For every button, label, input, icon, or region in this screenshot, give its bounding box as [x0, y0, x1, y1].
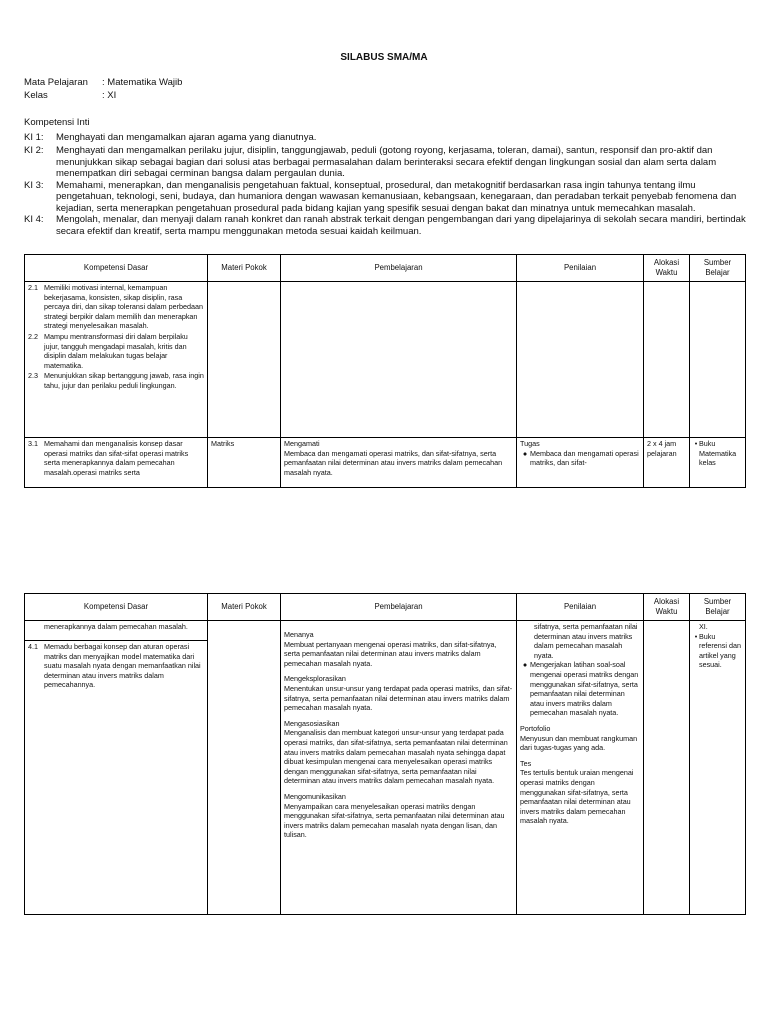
pembelajaran-cell — [281, 282, 517, 438]
activity-title: Mengeksplorasikan — [284, 674, 346, 684]
syllabus-table-1 — [24, 254, 746, 488]
subject-label: Mata Pelajaran — [24, 77, 88, 88]
header-kd: Kompetensi Dasar — [25, 594, 208, 621]
table-header-row — [25, 594, 746, 621]
kd-item — [28, 642, 204, 690]
kd-text: Memadu berbagai konsep dan aturan operasi matriks dan menyajikan model matematika dari suatu masalah nyata dengan memanfaatkan nilai determinan atau invers matriks dalam pemecahannya. — [44, 642, 201, 690]
activity-title: Mengasosiasikan — [284, 718, 340, 728]
table-row — [25, 621, 746, 641]
header-materi: Materi Pokok — [208, 255, 281, 282]
document-title: SILABUS SMA/MA — [340, 52, 428, 63]
activity-title: Mengamati — [284, 439, 320, 448]
ki-item-2 — [24, 145, 749, 180]
ki-item-3 — [24, 180, 749, 215]
assessment-text: Tes tertulis bentuk uraian mengenai operasi matriks dengan menggunakan sifat-sifatnya, serta pemanfaatan nilai determinan atau invers matriks dalam pemecahan masalah nyata. — [520, 768, 634, 826]
kd-text: Memahami dan menganalisis konsep dasar operasi matriks dan sifat-sifat operasi matriks serta menerapkannya dalam pemecahan masalah.operasi matriks serta — [44, 439, 189, 477]
kd-item — [28, 283, 204, 331]
kd-continued-text: menerapkannya dalam pemecahan masalah. — [44, 622, 188, 631]
header-penilaian: Penilaian — [517, 255, 644, 282]
assessment-continued-text: sifatnya, serta pemanfaatan nilai determinan atau invers matriks dalam pemecahan masalah nyata. — [534, 622, 638, 660]
kd-item — [28, 332, 204, 370]
activity-text: Menyampaikan cara menyelesaikan operasi matriks dengan menggunakan sifat-sifatnya, serta pemanfaatan nilai determinan atau invers matriks dalam pemecahan masalah nyata dengan lisan, dan tulisan. — [284, 801, 505, 840]
subject-value: : Matematika Wajib — [102, 77, 183, 88]
header-materi: Materi Pokok — [208, 594, 281, 621]
bullet-icon: • — [694, 631, 698, 641]
assessment-bullet — [520, 660, 640, 718]
header-kd: Kompetensi Dasar — [25, 255, 208, 282]
assessment-bullet-text: Mengerjakan latihan soal-soal mengenai operasi matriks dengan menggunakan sifat-sifatnya, serta pemanfaatan nilai determinan atau invers matriks dalam pemecahan masalah nyata. — [530, 660, 639, 718]
table-header-row — [25, 255, 746, 282]
source-text: Buku Matematika kelas — [699, 439, 737, 468]
ki-label: KI 2: — [24, 145, 44, 156]
header-sumber: Sumber Belajar — [690, 255, 746, 282]
kd-number: 4.1 — [28, 642, 38, 651]
header-pembelajaran: Pembelajaran — [281, 594, 517, 621]
assessment-bullet — [520, 449, 640, 468]
materi-cell: Matriks — [208, 438, 281, 488]
activity-text: Menganalisis dan membuat kategori unsur-unsur yang terdapat pada operasi matriks, dan sifat-sifatnya, serta pemanfaatan nilai determinan atau invers matriks dalam pemecahan masalah nyata sehingga dapat dibuat kesimpulan mengenai cara menyelesaikan operasi matriks dengan menggunakan sifat-sifatnya, serta pemanfaatan nilai determinan atau invers matriks dalam pemecahan masalah nyata. — [284, 728, 508, 786]
kd-continued-cell — [25, 621, 208, 641]
table-row — [25, 282, 746, 438]
ki-text: Menghayati dan mengamalkan perilaku jujur, disiplin, tanggungjawab, peduli (gotong royong, kerjasama, toleran, damai), santun, responsif dan pro-aktif dan menunjukkan sikap sebagai bagian dari solusi atas berbagai permasalahan dalam berinteraksi secara efektif dengan lingkungan sosial dan alam serta dalam menempatkan diri sebagai cerminan bangsa dalam pergaulan dunia. — [56, 145, 717, 179]
kd-number: 2.2 — [28, 331, 38, 341]
activity-text: Membuat pertanyaan mengenai operasi matriks, dan sifat-sifatnya, serta pemanfaatan nilai determinan atau invers matriks dalam pemecahan masalah nyata. — [284, 639, 497, 668]
class-label: Kelas — [24, 90, 48, 101]
kd-item — [28, 439, 204, 477]
activity-title: Mengomunikasikan — [284, 791, 346, 801]
subject-row — [24, 77, 182, 88]
sumber-cell — [690, 282, 746, 438]
assessment-text: Menyusun dan membuat rangkuman dari tugas-tugas yang ada. — [520, 733, 638, 753]
class-row — [24, 90, 116, 101]
header-alokasi: Alokasi Waktu — [644, 594, 690, 621]
assessment-title: Portofolio — [520, 723, 551, 733]
ki-text: Menghayati dan mengamalkan ajaran agama yang dianutnya. — [56, 131, 317, 143]
ki-item-1 — [24, 132, 749, 144]
kd-cell — [25, 641, 208, 915]
ki-text: Memahami, menerapkan, dan menganalisis pengetahuan faktual, konseptual, prosedural, dan metakognitif berdasarkan rasa ingin tahunya tentang ilmu pengetahuan, teknologi, seni, budaya, dan humaniora dengan wawasan kemanusiaan, kebangsaan, kenegaraan, dan peradaban terkait penyebab fenomena dan kejadian, serta menerapkan pengetahuan prosedural pada bidang kajian yang spesifik sesuai dengan bakat dan minatnya untuk memecahkan masalah. — [56, 179, 737, 214]
activity-title: Menanya — [284, 630, 314, 639]
ki-label: KI 4: — [24, 214, 44, 225]
ki-item-4 — [24, 214, 749, 237]
activity-text: Membaca dan mengamati operasi matriks, dan sifat-sifatnya, serta pemanfaatan nilai determinan atau invers matriks dalam pemecahan masalah nyata. — [284, 448, 503, 477]
kd-text: Menunjukkan sikap bertanggung jawab, rasa ingin tahu, jujur dan perilaku peduli lingkungan. — [44, 371, 204, 390]
kd-text: Mampu mentransformasi diri dalam berpilaku jujur, tangguh mengadapi masalah, kritis dan disiplin dalam melakukan tugas belajar matematika. — [44, 331, 188, 370]
bullet-icon: ● — [522, 660, 528, 670]
class-value: : XI — [102, 90, 117, 101]
source-bullet — [693, 632, 742, 670]
kd-number: 2.3 — [28, 371, 38, 381]
alokasi-cell — [644, 282, 690, 438]
ki-heading: Kompetensi Inti — [24, 117, 90, 128]
kd-number: 2.1 — [28, 283, 38, 292]
core-competencies — [24, 117, 749, 237]
header-sumber: Sumber Belajar — [690, 594, 746, 621]
header-penilaian: Penilaian — [517, 594, 644, 621]
assessment-title: Tes — [520, 758, 532, 768]
source-bullet — [693, 439, 742, 468]
kd-cell — [25, 282, 208, 438]
kd-number: 3.1 — [28, 439, 38, 448]
kd-cell — [25, 438, 208, 488]
assessment-bullet-text: Membaca dan mengamati operasi matriks, dan sifat- — [530, 448, 639, 468]
penilaian-cell — [517, 282, 644, 438]
bullet-icon: • — [694, 439, 698, 448]
assessment-title: Tugas — [520, 439, 540, 448]
ki-text: Mengolah, menalar, dan menyaji dalam ranah konkret dan ranah abstrak terkait dengan pengembangan dari yang dipelajarinya di sekolah secara mandiri, bertindak secara efektif dan kreatif, serta mampu menggunakan metoda sesuai kaidah keilmuan. — [56, 214, 746, 237]
source-text: Buku referensi dan artikel yang sesuai. — [699, 631, 741, 670]
penilaian-cell — [517, 438, 644, 488]
kd-text: Memiliki motivasi internal, kemampuan bekerjasama, konsisten, sikap disiplin, rasa percaya diri, dan sikap toleransi dalam perbedaan strategi berpikir dalam memilih dan menerapkan strategi menyelesaikan masalah. — [44, 283, 204, 331]
bullet-icon: ● — [522, 448, 528, 458]
ki-label: KI 3: — [24, 179, 44, 191]
pembelajaran-cell — [281, 621, 517, 915]
materi-cell — [208, 621, 281, 915]
materi-cell — [208, 282, 281, 438]
table-row — [25, 438, 746, 488]
header-pembelajaran: Pembelajaran — [281, 255, 517, 282]
ki-label: KI 1: — [24, 131, 44, 143]
header-alokasi: Alokasi Waktu — [644, 255, 690, 282]
kd-item — [28, 371, 204, 390]
source-continued-text: XI. — [699, 622, 708, 631]
sumber-cell — [690, 621, 746, 915]
activity-text: Menentukan unsur-unsur yang terdapat pada operasi matriks, dan sifat-sifatnya, serta pemanfaatan nilai determinan atau invers matriks dalam pemecahan masalah nyata. — [284, 683, 513, 713]
alokasi-cell — [644, 621, 690, 915]
syllabus-table-2 — [24, 593, 746, 915]
penilaian-cell — [517, 621, 644, 915]
sumber-cell — [690, 438, 746, 488]
alokasi-cell: 2 x 4 jam pelajaran — [644, 438, 690, 488]
pembelajaran-cell — [281, 438, 517, 488]
